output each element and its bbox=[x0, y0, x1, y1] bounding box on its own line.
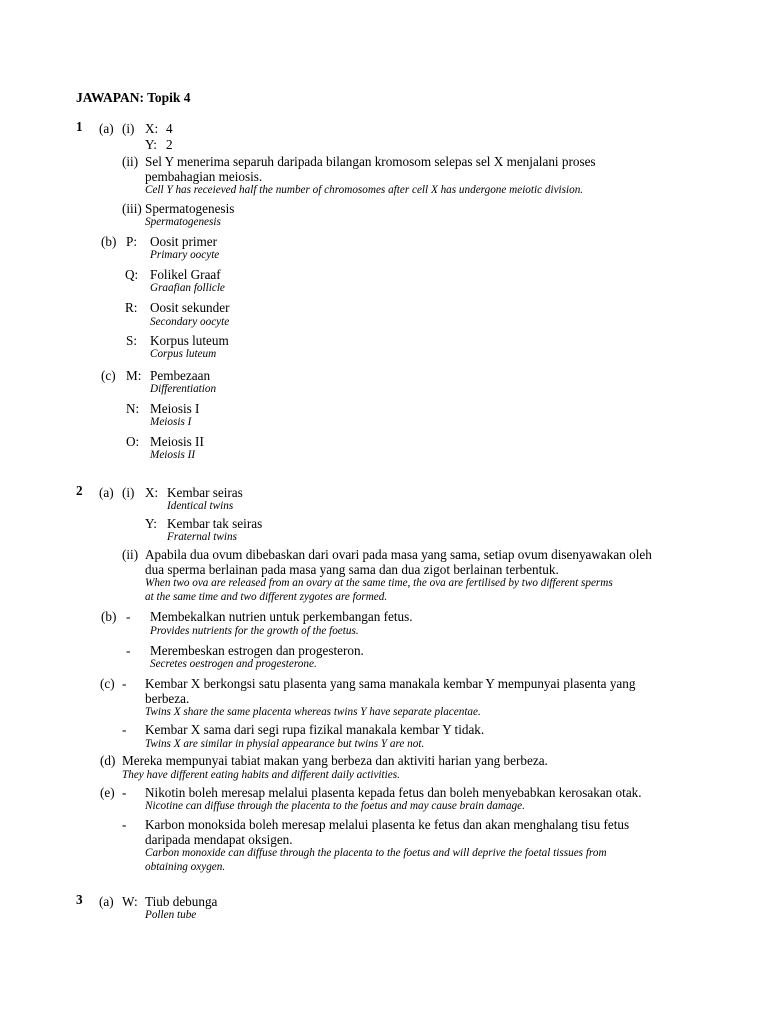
q1c-item-english: Meiosis I bbox=[150, 416, 192, 428]
q1a-i-y-label: Y: bbox=[145, 137, 157, 152]
q2c-dash: - bbox=[122, 722, 127, 737]
q2e-item2-line2: daripada mendapat oksigen. bbox=[145, 832, 293, 847]
q2c-dash: - bbox=[122, 676, 127, 691]
q3a-w-english: Pollen tube bbox=[145, 909, 197, 921]
q2a-i-y-label: Y: bbox=[145, 516, 157, 531]
q2d-english: They have different eating habits and different daily activities. bbox=[122, 769, 400, 781]
q1b-item-label: P: bbox=[126, 234, 137, 249]
q2a-ii-text-line1: Apabila dua ovum dibebaskan dari ovari pada masa yang sama, setiap ovum disenyawakan oleh bbox=[145, 547, 652, 562]
q1b-item-label: R: bbox=[125, 300, 138, 315]
q2c-item2-english: Twins X are similar in physial appearance but twins Y are not. bbox=[145, 738, 425, 750]
q1b-item-label: Q: bbox=[125, 267, 139, 282]
q2e-item2-line1: Karbon monoksida boleh meresap melalui plasenta ke fetus dan akan menghalang tisu fetus bbox=[145, 817, 630, 832]
q1c-item-text: Meiosis II bbox=[150, 434, 204, 449]
q1b-item-english: Primary oocyte bbox=[150, 249, 220, 261]
q2a-ii-text-line2: dua sperma berlainan pada masa yang sama dan dua zigot berlainan terbentuk. bbox=[145, 562, 559, 577]
q3a-w-label: W: bbox=[122, 894, 138, 909]
q1a-i-x-value: 4 bbox=[166, 121, 173, 136]
q1c-item-english: Differentiation bbox=[150, 383, 217, 395]
q2a-i-label: (i) bbox=[122, 485, 135, 500]
q1b-item-text: Folikel Graaf bbox=[150, 267, 221, 282]
q2-part-c-label: (c) bbox=[100, 676, 115, 691]
q1a-iii-label: (iii) bbox=[122, 201, 142, 216]
q1c-item-label: O: bbox=[126, 434, 140, 449]
q1a-iii-english: Spermatogenesis bbox=[145, 216, 221, 228]
q1c-item-text: Pembezaan bbox=[150, 368, 211, 383]
q2a-ii-label: (ii) bbox=[122, 547, 139, 562]
q1b-item-english: Secondary oocyte bbox=[150, 316, 230, 328]
q2-part-a-label: (a) bbox=[99, 485, 114, 500]
q2a-i-x-text: Kembar seiras bbox=[167, 485, 243, 500]
page-title: JAWAPAN: Topik 4 bbox=[76, 90, 191, 105]
q1a-iii-text: Spermatogenesis bbox=[145, 201, 235, 216]
q2-part-e-label: (e) bbox=[100, 785, 115, 800]
q1a-i-x-label: X: bbox=[145, 121, 159, 136]
question-number-2: 2 bbox=[76, 483, 83, 498]
q1b-item-label: S: bbox=[126, 333, 137, 348]
question-number-3: 3 bbox=[76, 892, 83, 907]
q2-part-b-label: (b) bbox=[101, 609, 117, 624]
q2a-ii-english-line2: at the same time and two different zygotes are formed. bbox=[145, 591, 388, 603]
q2a-i-y-text: Kembar tak seiras bbox=[167, 516, 263, 531]
q1a-ii-text-line1: Sel Y menerima separuh daripada bilangan kromosom selepas sel X menjalani proses bbox=[145, 154, 596, 169]
q1c-item-label: M: bbox=[126, 368, 142, 383]
q1c-item-english: Meiosis II bbox=[150, 449, 196, 461]
q2e-item1-text: Nikotin boleh meresap melalui plasenta kepada fetus dan boleh menyebabkan kerosakan otak. bbox=[145, 785, 642, 800]
q2b-item-text: Membekalkan nutrien untuk perkembangan fetus. bbox=[150, 609, 413, 624]
q1b-item-english: Graafian follicle bbox=[150, 282, 225, 294]
q3-part-a-label: (a) bbox=[99, 894, 114, 909]
q2a-i-x-english: Identical twins bbox=[167, 500, 234, 512]
q1a-i-y-value: 2 bbox=[166, 137, 173, 152]
q2b-dash: - bbox=[126, 609, 131, 624]
q2c-item2-text: Kembar X sama dari segi rupa fizikal manakala kembar Y tidak. bbox=[145, 722, 485, 737]
q1a-ii-label: (ii) bbox=[122, 154, 139, 169]
q2c-item1-english: Twins X share the same placenta whereas twins Y have separate placentae. bbox=[145, 706, 481, 718]
q2b-item-english: Secretes oestrogen and progesterone. bbox=[150, 658, 317, 670]
q2d-text: Mereka mempunyai tabiat makan yang berbeza dan aktiviti harian yang berbeza. bbox=[122, 753, 548, 768]
q2e-item2-english-line2: obtaining oxygen. bbox=[145, 861, 226, 873]
q2e-item2-english-line1: Carbon monoxide can diffuse through the placenta to the foetus and will deprive the foetal tissues from bbox=[145, 847, 607, 859]
q2c-item1-line1: Kembar X berkongsi satu plasenta yang sama manakala kembar Y mempunyai plasenta yang bbox=[145, 676, 636, 691]
q2a-i-y-english: Fraternal twins bbox=[167, 531, 237, 543]
q2b-item-text: Merembeskan estrogen dan progesteron. bbox=[150, 643, 364, 658]
q1a-i-label: (i) bbox=[122, 121, 135, 136]
q1b-item-text: Korpus luteum bbox=[150, 333, 229, 348]
q2c-item1-line2: berbeza. bbox=[145, 691, 190, 706]
q1b-item-text: Oosit primer bbox=[150, 234, 218, 249]
q3a-w-text: Tiub debunga bbox=[145, 894, 218, 909]
q1c-item-label: N: bbox=[126, 401, 140, 416]
question-number-1: 1 bbox=[76, 119, 83, 134]
q2a-ii-english-line1: When two ova are released from an ovary at the same time, the ova are fertilised by two different sperms bbox=[145, 577, 613, 589]
q2-part-d-label: (d) bbox=[100, 753, 116, 768]
q2e-dash: - bbox=[122, 817, 127, 832]
q2b-dash: - bbox=[126, 643, 131, 658]
q1-part-a-label: (a) bbox=[99, 121, 114, 136]
q2b-item-english: Provides nutrients for the growth of the foetus. bbox=[150, 625, 359, 637]
q1a-ii-text-line2: pembahagian meiosis. bbox=[145, 169, 263, 184]
q2a-i-x-label: X: bbox=[145, 485, 159, 500]
q1c-item-text: Meiosis I bbox=[150, 401, 200, 416]
q1b-item-text: Oosit sekunder bbox=[150, 300, 230, 315]
q1-part-b-label: (b) bbox=[101, 234, 117, 249]
q2e-dash: - bbox=[122, 785, 127, 800]
q1a-ii-english: Cell Y has receieved half the number of chromosomes after cell X has undergone meiotic division. bbox=[145, 184, 584, 196]
q1b-item-english: Corpus luteum bbox=[150, 348, 217, 360]
q1-part-c-label: (c) bbox=[101, 368, 116, 383]
q2e-item1-english: Nicotine can diffuse through the placenta to the foetus and may cause brain damage. bbox=[145, 800, 525, 812]
